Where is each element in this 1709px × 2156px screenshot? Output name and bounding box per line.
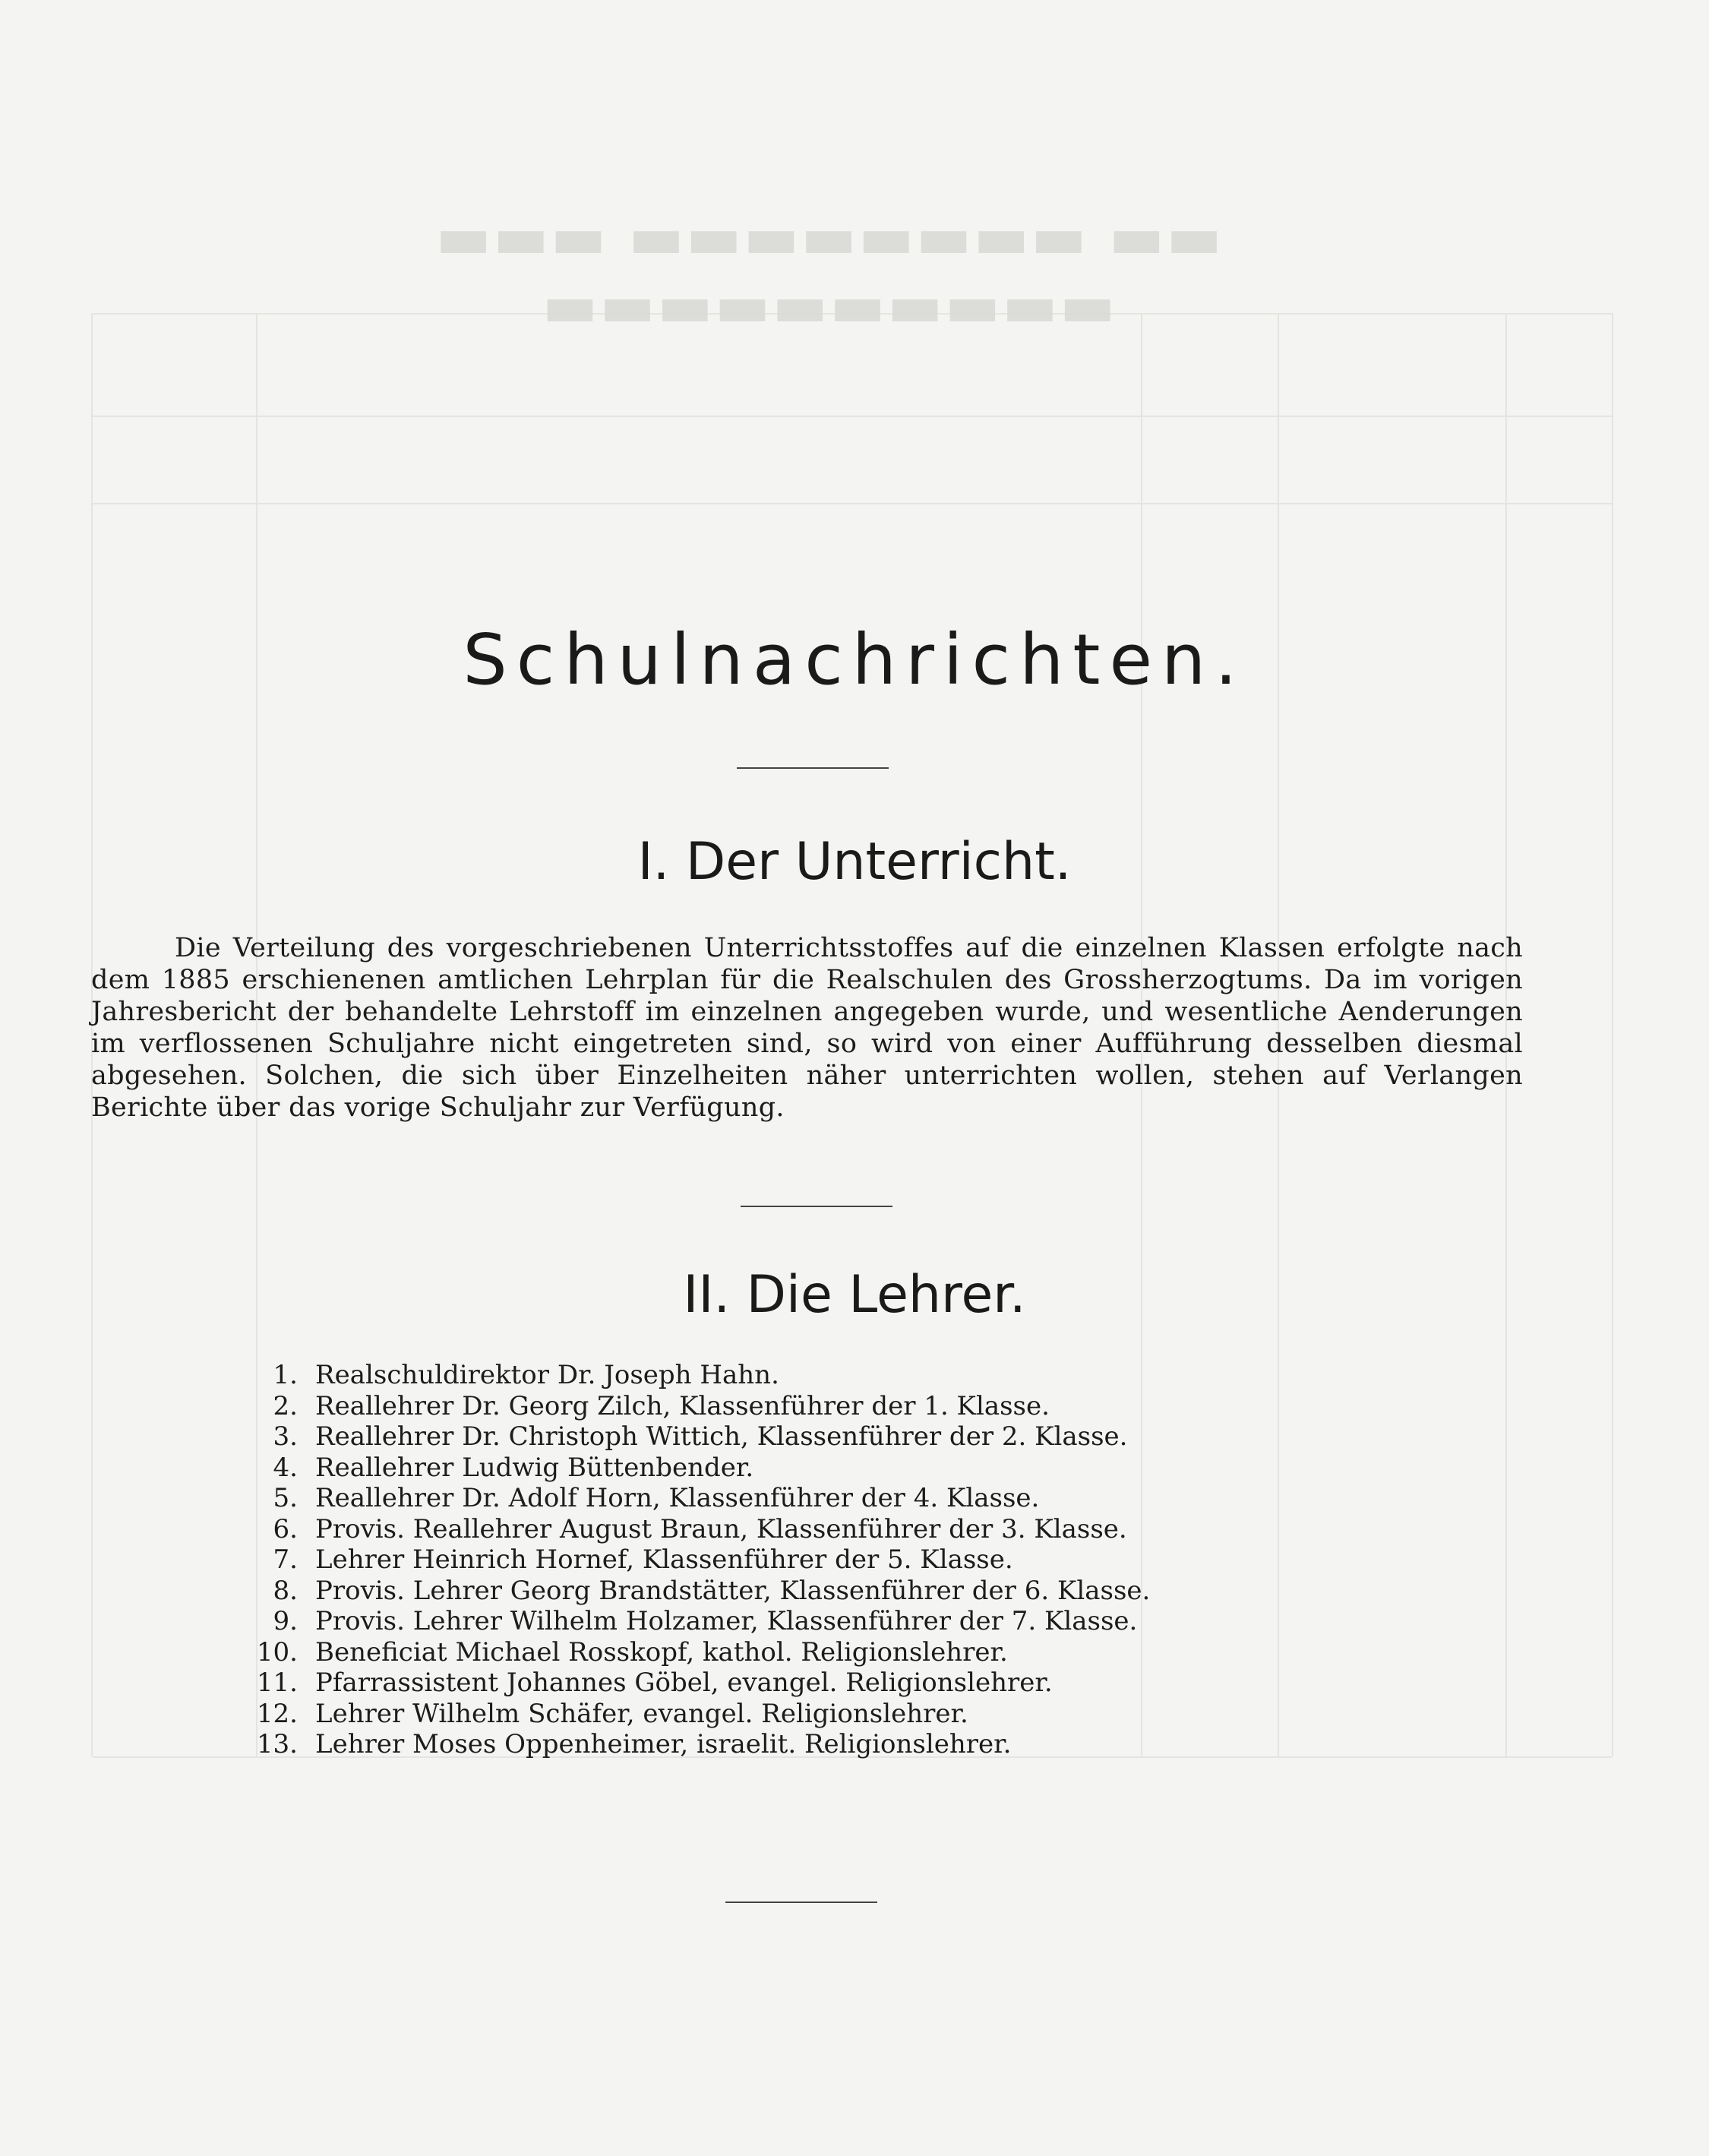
list-item	[235, 1360, 1375, 1391]
list-item	[235, 1637, 1375, 1668]
list-item-number: 12.	[256, 1698, 298, 1729]
list-item-number: 11.	[256, 1668, 298, 1698]
teacher-list	[235, 1360, 1375, 1760]
list-item-text: Pfarrassistent Johannes Göbel, evangel. Religionslehrer.	[315, 1668, 1053, 1698]
list-item-number: 2.	[273, 1390, 298, 1421]
list-item-text: Reallehrer Dr. Christoph Wittich, Klassenführer der 2. Klasse.	[315, 1421, 1128, 1452]
list-item	[235, 1421, 1375, 1453]
list-item-number: 9.	[273, 1606, 298, 1636]
list-item	[235, 1606, 1375, 1637]
list-item-number: 10.	[256, 1636, 298, 1668]
list-item-number: 8.	[273, 1575, 298, 1606]
list-item-text: Lehrer Wilhelm Schäfer, evangel. Religionslehrer.	[315, 1698, 968, 1729]
list-item	[235, 1453, 1375, 1484]
list-item	[235, 1483, 1375, 1514]
section-heading-unterricht: I. Der Unterricht.	[637, 832, 1072, 892]
list-item-text: Lehrer Heinrich Hornef, Klassenführer der 5. Klasse.	[315, 1544, 1013, 1575]
list-item-number: 4.	[273, 1452, 298, 1483]
list-item-number: 1.	[273, 1360, 298, 1390]
list-item-number: 6.	[273, 1513, 298, 1544]
list-item-text: Lehrer Moses Oppenheimer, israelit. Religionslehrer.	[315, 1729, 1012, 1759]
list-item	[235, 1514, 1375, 1545]
divider-3	[725, 1902, 877, 1903]
list-item-text: Reallehrer Ludwig Büttenbender.	[315, 1452, 754, 1483]
list-item	[235, 1668, 1375, 1699]
bleed-through-heading: ▬▬ ▬▬▬▬▬▬▬▬ ▬▬▬ ▬▬▬▬▬▬▬▬▬▬	[434, 204, 1222, 340]
list-item-text: Reallehrer Dr. Adolf Horn, Klassenführer der 4. Klasse.	[315, 1483, 1040, 1513]
divider-2	[741, 1206, 892, 1207]
list-item-text: Provis. Reallehrer August Braun, Klassenführer der 3. Klasse.	[315, 1513, 1127, 1544]
list-item-number: 13.	[256, 1729, 298, 1759]
list-item	[235, 1544, 1375, 1576]
list-item	[235, 1576, 1375, 1607]
list-item-text: Beneficiat Michael Rosskopf, kathol. Religionslehrer.	[315, 1636, 1008, 1668]
list-item	[235, 1391, 1375, 1422]
list-item	[235, 1699, 1375, 1730]
list-item	[235, 1729, 1375, 1760]
list-item-text: Provis. Lehrer Georg Brandstätter, Klassenführer der 6. Klasse.	[315, 1575, 1151, 1606]
list-item-text: Realschuldirektor Dr. Joseph Hahn.	[315, 1360, 779, 1390]
list-item-number: 3.	[273, 1421, 298, 1452]
section-heading-lehrer: II. Die Lehrer.	[683, 1265, 1026, 1325]
list-item-number: 5.	[273, 1483, 298, 1513]
unterricht-paragraph: Die Verteilung des vorgeschriebenen Unterrichtsstoffes auf die einzelnen Klassen erfolgte nach dem 1885 erschienenen amtlichen Lehrplan für die Realschulen des Grossherzogtums. Da im vorigen Jahresbericht der behandelte Lehrstoff im einzelnen angegeben wurde, und wesentliche Aenderungen im verflossenen Schuljahre nicht eingetreten sind, so wird von einer Aufführung desselben diesmal abgesehen. Solchen, die sich über Einzelheiten näher unterrichten wollen, stehen auf Verlangen Berichte über das vorige Schuljahr zur Verfügung.	[91, 933, 1523, 1123]
list-item-number: 7.	[273, 1544, 298, 1575]
list-item-text: Provis. Lehrer Wilhelm Holzamer, Klassenführer der 7. Klasse.	[315, 1606, 1138, 1636]
divider-1	[737, 767, 889, 769]
list-item-text: Reallehrer Dr. Georg Zilch, Klassenführer der 1. Klasse.	[315, 1390, 1050, 1421]
page-title: Schulnachrichten.	[463, 619, 1246, 700]
